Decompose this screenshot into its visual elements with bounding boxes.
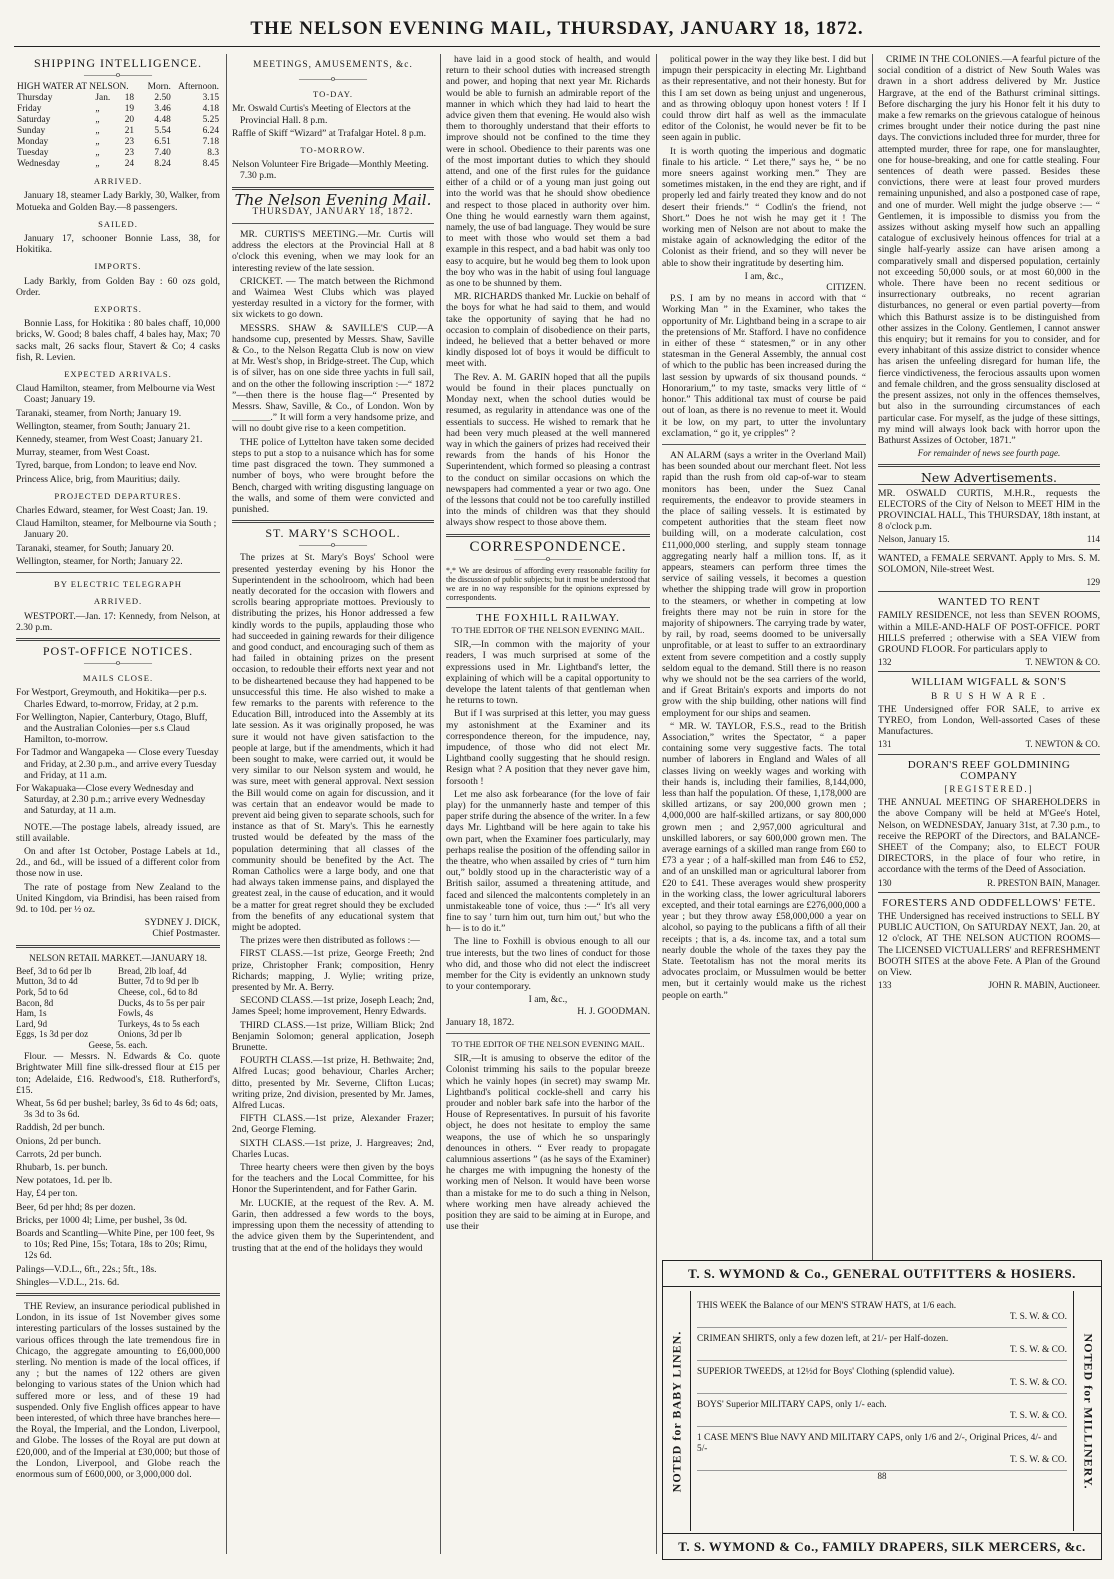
- wymond-item: [697, 1394, 1067, 1427]
- market-item: Mutton, 3d to 4d: [16, 976, 78, 987]
- masthead: THE NELSON EVENING MAIL, THURSDAY, JANUARY 18, 1872.: [250, 18, 864, 39]
- market-line: Rhubarb, 1s. per bunch.: [16, 1161, 108, 1173]
- review-article: THE Review, an insurance periodical published in London, in its issue of 1st November gives some interesting particulars of the losses sustained by the various offices through the late tremendous fire in Chicago, the aggregate amounting to £6,000,000 sterling. No mention is made of the local offices, if any ; but the names of 122 others are given belonging to various states of the Union which had suffered more or less, and of these 19 had suspended. Only five English offices appear to have been interested, of which three have branches here—the Royal, the Imperial, and the London, Liverpool, and Globe. The losses of the Royal are put down at £20,000, and of the Imperial at £30,000; but those of the London, Liverpool, and Globe reach the enormous sum of £600,000, or 3,000,000 dol.: [16, 1301, 220, 1481]
- imports-text: Lady Barkly, from Golden Bay : 60 ozs gold, Order.: [16, 275, 220, 298]
- market-line: Bricks, per 1000 4l; Lime, per bushel, 3s 0d.: [16, 1214, 188, 1226]
- citizen-signature: CITIZEN.: [826, 282, 866, 294]
- ad-footer-left: Nelson, January 15.: [878, 534, 950, 545]
- tide-cell: „: [95, 104, 100, 115]
- divider: [446, 1033, 650, 1034]
- tomorrow-item: Nelson Volunteer Fire Brigade—Monthly Meeting. 7.30 p.m.: [232, 159, 429, 182]
- tide-cell: Thursday: [17, 93, 53, 104]
- news-paragraph: MESSRS. SHAW & SAVILLE'S CUP.—A handsome cup, presented by Messrs. Shaw, Saville & Co., to the Nelson Regatta Club is now on view at Mr. West's shop, in Bridge-street. The Cup, which is of silver, has on one side three yachts in full sail, and on the other the following inscription :—“ 1872 ”—then there is the house flag—“ Presented by Messrs. Shaw, Saville, & Co., of London. Won by ________.” It will form a very handsome prize, and will no doubt give rise to a keen competition.: [232, 322, 434, 435]
- ad-text: THE Undersigned has received instructions to SELL BY PUBLIC AUCTION, On SATURDAY NEXT, Jan. 20, at 12 o'clock, AT THE NELSON AUCTION ROOMS— The LICENSED VICTUALLERS' and REFRESHMENT BOOTH SITES at the above Fete. A Plan of the Ground on View.: [878, 911, 1100, 979]
- divider: [16, 638, 220, 641]
- tide-cell: 24: [124, 159, 135, 170]
- imports-heading: IMPORTS.: [94, 261, 142, 272]
- school-paragraph: SIXTH CLASS.—1st prize, J. Hargreaves; 2nd, Charles Lucas.: [232, 1137, 434, 1160]
- article-paragraph: AN ALARM (says a writer in the Overland Mail) has been sounded about our merchant fleet. Not less rapid than the rush from old cap-of-war to steam monitors has been, under the Suez Canal requirements, the endeavor to provide steamers in the place of sailing vessels. It is estimated by competent authorities that the steam fleet now building will, on a moderate calculation, cost £11,000,000 sterling, and supply steam tonnage aggregating nearly half a million tons. If, as it appears, steamers can perform three times the service of sailing vessels, it becomes a question whether the shipping trade will grow in proportion to the steamers, or whether in competing at low freights there may not be ruin in store for the majority of shipowners. The carrying trade by water, by rail, by road, seems doomed to be universally unprofitable, or at least to suffer to an extraordinary extent from severe competition and a costly supply seldom equal to the demand. Still there is no reason why we should not be the sea carriers of the world, and if Great Britain's exports and imports do not grow with the ship building, other nations will find employment for our ships and seamen.: [662, 449, 866, 719]
- post-note: On and after 1st October, Postage Labels at 1d., 2d., and 6d., will be issued of a different color from those now in use.: [16, 845, 220, 880]
- tide-cell: „: [95, 137, 100, 148]
- divider: [16, 945, 220, 948]
- school-title: ST. MARY'S SCHOOL.: [265, 526, 401, 541]
- school-paragraph: have laid in a good stock of health, and would return to their school duties with increased strength and power, and hoping that next year Mr. Richards would be able to furnish an admirable report of the manner in which which they had laid to heart the advice given them that evening. He would also wish them to thoroughly understand that their efforts to improve should not be confined to the time they were in school. Obedience to their parents was one of the most important duties to which they should attend, and one of the first rules for the guidance either of a child or of a young man just going out into the world was that he should show obedience and respect to those placed in authority over him. One thing he would earnestly warn them against, namely, the use of bad language. They would be sure to meet with those who would set them a bad example in this respect, and a bad habit was only too easy to acquire, but he would beg them to look upon the boy who was in the habit of using foul language as one to be shunned by them.: [446, 54, 650, 290]
- tide-cell: Friday: [17, 104, 42, 115]
- post-signature: SYDNEY J. DICK,: [144, 917, 220, 929]
- tide-cell: „: [95, 126, 100, 137]
- tide-cell: 5.54: [154, 126, 171, 137]
- tide-header-morn: Morn.: [147, 82, 171, 93]
- tomorrow-heading: TO-MORROW.: [300, 145, 366, 156]
- ad-footer-left: 130: [878, 877, 892, 888]
- wymond-left-text: NOTED for BABY LINEN.: [669, 1330, 683, 1492]
- wymond-item-firm: T. S. W. & CO.: [1009, 1455, 1067, 1465]
- tide-row: [16, 159, 220, 170]
- ornament: ————o————: [299, 540, 367, 550]
- wymond-item-firm: T. S. W. & CO.: [1009, 1378, 1067, 1388]
- expected-arrival: Taranaki, steamer, from North; January 19.: [16, 407, 182, 419]
- wymond-bottom-banner: T. S. WYMOND & Co., FAMILY DRAPERS, SILK MERCERS, &c.: [663, 1533, 1101, 1559]
- wymond-item-text: 1 CASE MEN'S Blue NAVY AND MILITARY CAPS, only 1/6 and 2/-, Original Prices, 4/- and 5/-: [697, 1433, 1057, 1454]
- news-paragraph: MR. CURTIS'S MEETING.—Mr. Curtis will address the electors at the Provincial Hall at 8 o'clock this evening, when we may look for an interesting review of the late session.: [232, 229, 434, 274]
- wymond-item-firm: T. S. W. & CO.: [1009, 1312, 1067, 1322]
- tide-cell: 3.15: [202, 93, 219, 104]
- expected-arrival: Tyred, barque, from London; to leave end Nov.: [16, 460, 197, 472]
- wymond-item-firm: T. S. W. & CO.: [1009, 1411, 1067, 1421]
- projected-departure: Taranaki, steamer, for South; January 20.: [16, 542, 174, 554]
- tide-cell: 8.3: [207, 148, 219, 159]
- ad-text: THE ANNUAL MEETING OF SHAREHOLDERS in the above Company will be held at M'Gee's Hotel, Nelson, on WEDNESDAY, January 31st, at 7.30 p.m., to receive the REPORT of the Directors, and BALANCE-SHEET of the Company; also, to ELECT FOUR DIRECTORS, in the place of four who retire, in accordance with the terms of the Deed of Association.: [878, 797, 1100, 876]
- letter-paragraph: Let me also ask forbearance (for the love of fair play) for the unmannerly haste and temper of this paper strife during the absence of the writer. In a few days Mr. Lightband will be here again to take his own part, when the Examiner foes particularly, may perhaps realise the position of the offending sailor in the theatre, who when assailed by cries of “ turn him out,” boldly stood up in the characteristic way of a British sailor, assumed a threatening attitude, and faced and silenced the malcontents completely in an unmistakeable tone of voice, thus :—“ It's all very fine to say ' turn him out, turn him out,' but who the h— is to do it.”: [446, 788, 650, 935]
- wymond-item-text: CRIMEAN SHIRTS, only a few dozen left, at 21/- per Half-dozen.: [697, 1334, 949, 1344]
- today-heading: TO-DAY.: [312, 89, 354, 100]
- wymond-advertisement: [662, 1260, 1102, 1560]
- paper-title: The Nelson Evening Mail.: [234, 190, 432, 209]
- advertisement: [878, 754, 1100, 892]
- ad-heading: WILLIAM WIGFALL & SON'S: [911, 676, 1067, 689]
- tide-cell: 5.25: [202, 115, 219, 126]
- tide-cell: Wednesday: [17, 159, 60, 170]
- foxhill-signature: H. J. GOODMAN.: [577, 1005, 650, 1017]
- telegraph-arrived-heading: ARRIVED.: [93, 596, 143, 607]
- market-geese: Geese, 5s. each.: [88, 1039, 148, 1050]
- tide-cell: 4.48: [154, 115, 171, 126]
- sailed-text: January 17, schooner Bonnie Lass, 38, for Hokitika.: [16, 233, 220, 256]
- tide-cell: 23: [124, 137, 135, 148]
- school-paragraph: Mr. LUCKIE, at the request of the Rev. A. M. Garin, then addressed a few words to the boys, impressing upon them the necessity of attending to the advice given them by the Superintendent, and trusting that at the end of the holidays they would: [232, 1197, 434, 1254]
- second-letter-addressee: TO THE EDITOR OF THE NELSON EVENING MAIL.: [451, 1040, 645, 1050]
- school-article-continued: [446, 54, 650, 529]
- ad-footer: [878, 534, 1100, 545]
- exports-heading: EXPORTS.: [94, 304, 142, 315]
- wymond-item-firm: T. S. W. & CO.: [1009, 1345, 1067, 1355]
- tide-cell: 20: [124, 115, 135, 126]
- tide-cell: 7.40: [154, 148, 171, 159]
- ad-footer-left: 131: [878, 739, 892, 750]
- advertisement: [878, 591, 1100, 671]
- market-item: Lard, 9d: [16, 1018, 48, 1029]
- mails-heading: MAILS CLOSE.: [82, 673, 154, 684]
- projected-departure: Charles Edward, steamer, for West Coast; Jan. 19.: [16, 505, 208, 517]
- tide-cell: Sunday: [17, 126, 46, 137]
- remainder-note: For remainder of news see fourth page.: [917, 448, 1061, 459]
- school-paragraph: The prizes at St. Mary's Boys' School were presented yesterday evening by his Honor the Superintendent in the schoolroom, which had been neatly decorated for the occasion with flowers and scrolls bearing appropriate mottoes. Previously to distributing the prizes, his Honor addressed a few kindly words to the pupils, applauding those who had succeeded in gaining rewards for their diligence and good conduct, and encouraging such of them as had failed in obtaining prizes on the present occasion, to redouble their efforts next year and not to be disheartened because they had happened to be unsuccessful this time. He also wished to make a few remarks to the parents with reference to the Education Bill, introduced into the Assembly at its late session. As it was originally proposed, he was sure it would not have given satisfaction to the people at large, but if the amendments, which it had been sought to make, were carried out, it would be very similar to our Nelson system and would, he was sure, meet with general approval. Next session the Bill would come on again for discussion, and it was certain that an endeavor would be made to prevent aid being given to separate schools, such for instance as that of St. Mary's. This he earnestly trusted would be defeated by the mass of the population determining that all classes of the community should be benefited by the Act. The Roman Catholics were a large body, and one that had always taken immense pains, and displayed the greatest zeal, in the cause of education, and it would be a matter for great regret should they be excluded from the benefits of any educational system that might be adopted.: [232, 552, 434, 934]
- sailed-heading: SAILED.: [98, 218, 138, 229]
- ad-footer-right: 129: [1086, 576, 1100, 587]
- market-line: Boards and Scantling—White Pine, per 100 feet, 9s to 10s; Red Pine, 15s; Totara, 18s to 20s; Rimu, 12s 6d.: [16, 1227, 215, 1262]
- tide-row: [16, 93, 220, 104]
- ad-heading: DORAN'S REEF GOLDMINING COMPANY: [907, 758, 1071, 782]
- divider: [232, 223, 434, 224]
- wymond-right-text: NOTED for MILLINERY.: [1081, 1333, 1095, 1489]
- telegraph-heading: BY ELECTRIC TELEGRAPH: [54, 579, 182, 590]
- foxhill-date: January 18, 1872.: [446, 1016, 515, 1028]
- market-left: [16, 966, 118, 1040]
- letter-paragraph: But if I was surprised at this letter, you may guess my astonishment at the Examiner and its correspondence thereon, for the impudence, nay, impudence, of those who did not elect Mr. Lightband coolly suggesting that he should resign. Resign what ? A position that they never gave him, forsooth !: [446, 708, 650, 787]
- market-line: Raddish, 2d per bunch.: [16, 1122, 105, 1134]
- market-item: Butter, 7d to 9d per lb: [118, 976, 199, 987]
- wymond-item-text: SUPERIOR TWEEDS, at 12½d for Boys' Clothing (splendid value).: [697, 1367, 955, 1377]
- ad-footer: [878, 739, 1100, 750]
- wymond-right-side: [1073, 1291, 1101, 1531]
- divider: [232, 520, 434, 523]
- citizen-letter: [662, 54, 866, 269]
- tide-cell: 6.51: [154, 137, 171, 148]
- tide-cell: 18: [124, 93, 135, 104]
- expected-heading: EXPECTED ARRIVALS.: [64, 369, 172, 380]
- school-paragraph: FIRST CLASS.—1st prize, George Freeth; 2nd prize, Christopher Frank; composition, Henry Richards; mapping, J. Wylie; writing prize, presented by Mr. A. Berry.: [232, 948, 434, 994]
- advertisements: [878, 484, 1100, 995]
- tide-header-afternoon: Afternoon.: [178, 82, 219, 93]
- divider: [16, 572, 220, 573]
- tide-cell: 21: [124, 126, 135, 137]
- new-advertisements-title: New Advertisements.: [920, 470, 1058, 486]
- ad-text: MR. OSWALD CURTIS, M.H.R., requests the ELECTORS of the City of Nelson to MEET HIM in the PROVINCIAL HALL, This THURSDAY, 18th instant, at 8 o'clock p.m.: [878, 487, 1100, 533]
- post-title: POST-OFFICE NOTICES.: [42, 643, 194, 658]
- foxhill-letter: [446, 639, 650, 992]
- market-item: Fowls, 4s: [118, 1008, 154, 1019]
- wymond-item: [697, 1295, 1067, 1328]
- crime-article: CRIME IN THE COLONIES.—A fearful picture of the social condition of a district of New South Wales was drawn in a short address delivered by Mr. Justice Hargrave, at the end of the Bathurst criminal sittings. Before discharging the jury his Honor felt it his duty to make a few remarks on the grievous catalogue of heinous crimes brought under their notice during the past nine days. The convictions included three for murder, three for attempted murder, three for rape, one for manslaughter, one for house-breaking, and one for cattle stealing. Four sentences of death were passed. Besides these convictions, there were at least four proved murders remaining unpunished, and also a postponed case of rape, and one of murder. Well might the judge observe :— “ Gentlemen, it is impossible to dismiss you from the assizes without asking myself how such an appalling catalogue of exclusively heinous offences for trial at a single half-yearly assize can have arisen among a comparatively small and dispersed population, certainly not exceeding 50,000 souls, or at most 60,000 in the whole. There have been no recent seditious or insurrectionary outbreaks, no recent agrarian disturbances, no general or even partial poverty—from which this Bathurst assize is to be distinguished from other assizes in the Colony. Gentlemen, I cannot answer this enquiry; but it remains for you to consider, and for every inhabitant of this assize district to consider whence has arisen the unfeeling disregard for human life, the fierce vindictiveness, the ferocious assaults upon women and female children, and the gross sensuality disclosed at the present assizes, not only in the offences themselves, but also in the surrounding circumstances of each particular case. For myself, as the judge of these sittings, my mind will always look back with horror upon the Bathurst Assizes of October, 1871.”: [878, 54, 1100, 446]
- tide-row: [16, 148, 220, 159]
- advertisement: [878, 549, 1100, 592]
- divider: [878, 464, 1100, 467]
- wymond-left-side: [663, 1291, 691, 1531]
- post-signature-title: Chief Postmaster.: [152, 928, 220, 940]
- post-note: The rate of postage from New Zealand to the United Kingdom, via Brindisi, has been raised from 9d. to 10d. per ½ oz.: [16, 881, 220, 915]
- ornament: ————o————: [84, 70, 152, 80]
- school-article: [232, 552, 434, 1253]
- divider: [16, 1293, 220, 1296]
- market-item: Ham, 1s: [16, 1008, 47, 1019]
- tide-row: [16, 137, 220, 148]
- market-line: Beer, 6d per hhd; 8s per dozen.: [16, 1201, 136, 1213]
- wymond-item: [697, 1328, 1067, 1361]
- market-right: [118, 966, 220, 1040]
- tide-cell: 8.45: [202, 159, 219, 170]
- divider: [446, 534, 650, 537]
- ad-footer-right: T. NEWTON & CO.: [1025, 657, 1100, 668]
- tide-cell: „: [95, 159, 100, 170]
- column-rule: [226, 54, 227, 1554]
- market-line: Hay, £4 per ton.: [16, 1188, 78, 1200]
- tide-cell: 2.50: [154, 93, 171, 104]
- tide-cell: 3.46: [154, 104, 171, 115]
- tide-cell: Saturday: [17, 115, 51, 126]
- market-item: Turkeys, 4s to 5s each: [118, 1018, 200, 1029]
- wymond-item: [697, 1427, 1067, 1471]
- local-news: [232, 229, 434, 515]
- foxhill-title: THE FOXHILL RAILWAY.: [476, 611, 620, 624]
- mail-close-item: For Tadmor and Wangapeka — Close every Tuesday and Friday, at 2.30 p.m., and arrive every Tuesday and Friday, at 11 a.m.: [16, 747, 219, 781]
- ad-text: FAMILY RESIDENCE, not less than SEVEN ROOMS, within a MILE-AND-HALF OF POST-OFFICE. PORT HILLS preferred ; otherwise with a SEA VIEW from GROUND FLOOR. For particulars apply to: [878, 610, 1100, 655]
- ad-footer: [878, 577, 1100, 588]
- letter-paragraph: SIR,—In common with the majority of your readers, I was much surprised at some of the expressions used in Mr. Lightband's letter, the explaining of which will be a capital opportunity to develope the latent talents of that gentleman when he returns to town.: [446, 639, 650, 707]
- tide-row: [16, 126, 220, 137]
- citizen-postscript: P.S. I am by no means in accord with that “ Working Man ” in the Examiner, who takes the opportunity of Mr. Lightband being in a scrape to air the pretensions of Mr. Stafford. I have no confidence in either of these “ statesmen,” or in any other statesman in the General Assembly, the annual cost of which to the public has been increased during the last session by upwards of six thousand pounds. “ Honorarium,” to my taste, smacks very little of “ honor.” This additional tax must of course be paid out of loan, as there is no revenue to meet it. Would it be low, on my part, to utter the involuntary exclamation, “ go it, ye cripples” ?: [662, 293, 866, 439]
- letter-paragraph: The line to Foxhill is obvious enough to all our true interests, but the two lines of conduct for those who did, and those who did not elect the indiscreet member for the City is evidently an unknown study to your contemporary.: [446, 936, 650, 993]
- post-note: NOTE.—The postage labels, already issued, are still available.: [16, 821, 220, 844]
- column-2: [232, 54, 434, 1554]
- wymond-item: [697, 1361, 1067, 1394]
- news-paragraph: CRICKET. — The match between the Richmond and Waimea West Clubs which was played yesterday resulted in a victory for the former, with six wickets to go down.: [232, 275, 434, 321]
- tomorrow-list: [232, 159, 434, 181]
- telegraph-text: WESTPORT.—Jan. 17: Kennedy, from Nelson, at 2.30 p.m.: [16, 610, 220, 633]
- correspondence-note: *,* We are desirous of affording every reasonable facility for the discussion of public subjects; but it must be understood that we are in no way responsible for the opinions expressed by correspondents.: [446, 565, 650, 602]
- column-rule: [440, 54, 441, 1554]
- expected-list: [16, 383, 220, 485]
- school-paragraph: SECOND CLASS.—1st prize, Joseph Leach; 2nd, James Speel; home improvement, Henry Edwards.: [232, 995, 434, 1018]
- ad-footer-right: T. NEWTON & CO.: [1025, 739, 1100, 750]
- tide-cell: 6.24: [202, 126, 219, 137]
- correspondence-title: CORRESPONDENCE.: [469, 538, 627, 555]
- ad-footer-right: 114: [1086, 534, 1100, 545]
- market-line: Palings—V.D.L., 6ft., 22s.; 5ft., 18s.: [16, 1263, 157, 1275]
- school-paragraph: The Rev. A. M. GARIN hoped that all the pupils would be found in their places punctually on Monday next, when the school duties would be resumed, as regularity in attendance was one of the essentials to success. He wished to remark that he had been very much pleased at the well mannered way in which the gainers of prizes had received their rewards from the hands of his Honor the Superintendent, which formed so pleasing a contrast to the conduct on similar occasions on which the newspapers had commented a year or two ago. One of the lessons that could not be too carefully instilled into the minds of children was that they should always show respect to those above them.: [446, 371, 650, 529]
- market-item: Cheese, col., 6d to 8d: [118, 986, 198, 997]
- projected-heading: PROJECTED DEPARTURES.: [54, 490, 182, 501]
- ornament: ————o————: [514, 553, 582, 563]
- tide-cell: Jan.: [95, 93, 111, 104]
- market-item: Beef, 3d to 6d per lb: [16, 965, 92, 976]
- tide-row: [16, 104, 220, 115]
- ad-footer: [878, 980, 1100, 991]
- column-rule: [656, 54, 657, 1554]
- letter-paragraph: political power in the way they like best. I did but impugn their perspicacity in electing Mr. Lightband as their representative, and not their honesty. But for this I am set down as being unjust and ungenerous, and as throwing obloquy upon honest voters ! If I could throw dirt half as well as the immaculate editor of the Colonist, he would never be fit to be seen again in public.: [662, 54, 866, 144]
- exports-text: Bonnie Lass, for Hokitika : 80 bales chaff, 10,000 bricks, W. Good; 8 bales chaff, 4 bales hay, Max; 70 sacks malt, 26 sacks flour, Stavert & Co; 4 casks fish, R. Levien.: [16, 318, 220, 363]
- arrived-text: January 18, steamer Lady Barkly, 30, Walker, from Motueka and Golden Bay.—8 passengers.: [16, 190, 220, 213]
- wymond-top-banner: T. S. WYMOND & Co., GENERAL OUTFITTERS & HOSIERS.: [663, 1261, 1101, 1287]
- tide-cell: 19: [124, 104, 135, 115]
- column-1: [16, 54, 220, 1554]
- ad-footer-left: 133: [878, 980, 892, 991]
- wymond-number: 88: [877, 1471, 887, 1481]
- wymond-items: [697, 1295, 1067, 1529]
- school-paragraph: THIRD CLASS.—1st prize, William Blick; 2nd Benjamin Solomon; general application, Joseph Brunette.: [232, 1019, 434, 1054]
- market-item: Bread, 2lb loaf, 4d: [118, 965, 187, 976]
- ad-subheading: [REGISTERED.]: [944, 783, 1034, 794]
- ad-footer-right: JOHN R. MABIN, Auctioneer.: [988, 980, 1100, 991]
- advertisement: [878, 892, 1100, 995]
- ad-footer-left: 132: [878, 657, 892, 668]
- ad-footer-right: R. PRESTON BAIN, Manager.: [987, 877, 1100, 888]
- tide-table: [16, 82, 220, 170]
- tide-cell: Monday: [17, 137, 49, 148]
- tide-cell: 7.18: [202, 137, 219, 148]
- projected-departure: Wellington, steamer, for North; January 22.: [16, 555, 183, 567]
- today-item: Raffle of Skiff “Wizard” at Trafalgar Hotel. 8 p.m.: [232, 127, 427, 139]
- market-table: [16, 966, 220, 1040]
- divider: [232, 187, 434, 190]
- market-line: Onions, 2d per bunch.: [16, 1135, 101, 1147]
- market-lines: [16, 1098, 220, 1288]
- expected-arrival: Wellington, steamer, from South; January 21.: [16, 420, 191, 432]
- wymond-item-text: THIS WEEK the Balance of our MEN'S STRAW HATS, at 1/6 each.: [697, 1301, 957, 1311]
- market-line: Wheat, 5s 6d per bushel; barley, 3s 6d to 4s 6d; oats, 3s 3d to 3s 6d.: [16, 1097, 218, 1121]
- market-item: Pork, 5d to 6d: [16, 986, 69, 997]
- advertisement: [878, 671, 1100, 753]
- tide-header: HIGH WATER AT NELSON.: [17, 82, 129, 93]
- market-item: Onions, 3d per lb: [118, 1029, 182, 1040]
- foxhill-close: I am, &c.,: [528, 994, 568, 1006]
- tide-row: [16, 115, 220, 126]
- ad-footer: [878, 878, 1100, 889]
- market-item: Eggs, 1s 3d per doz: [16, 1029, 89, 1040]
- citizen-close: I am, &c.,: [744, 270, 784, 282]
- shipping-title: SHIPPING INTELLIGENCE.: [34, 56, 202, 70]
- school-paragraph: MR. RICHARDS thanked Mr. Luckie on behalf of the boys for what he had said to them, and would take the opportunity of saying that he had no occasion to complain of disobedience on their parts, indeed, he believed that a better behaved or more kindly disposed lot of boys it would be difficult to meet with.: [446, 291, 650, 370]
- ad-text: THE Undersigned offer FOR SALE, to arrive ex TYREO, from London, Well-assorted Cases of these Manufactures.: [878, 703, 1100, 738]
- second-letter: SIR,—It is amusing to observe the editor of the Colonist trimming his sails to the popular breeze which he vainly hopes (in secret) may swamp Mr. Lightband's political cockle-shell and carry his prouder and nobler bark safe into the harbor of the House of Representatives. In pursuit of his favorite object, he does not hesitate to employ the same weapons, the use of which he so unsparingly denounces in others. “ Ever ready to propagate calumnious assertions ” (as he says of the Examiner) he charges me with impugning the honesty of the working men of Nelson. It would have been worse than a mistake for me to do such a thing in Nelson, where working men have already achieved the position they are said to be aiming at in Europe, and use their: [446, 1053, 650, 1233]
- market-flour: Flour. — Messrs. N. Edwards & Co. quote Brightwater Mill fine silk-dressed flour at £15 per ton; Adelaide, £16. Redwood's, £18. Rutherford's, £15.: [16, 1051, 220, 1096]
- ad-heading: FORESTERS AND ODDFELLOWS' FETE.: [882, 896, 1096, 909]
- mail-close-item: For Wakapuaka—Close every Wednesday and Saturday, at 2.30 p.m.; arrive every Wednesday and Saturday, at 11 a.m.: [16, 782, 206, 817]
- ad-heading: WANTED TO RENT: [938, 596, 1040, 609]
- divider: [662, 444, 866, 445]
- masthead-rule: [14, 46, 1100, 47]
- wymond-item-text: BOYS' Superior MILITARY CAPS, only 1/- each.: [697, 1400, 887, 1410]
- school-paragraph: Three hearty cheers were then given by the boys for the teachers and the Local Committee, for his Honor the Superintendent, and for Father Garin.: [232, 1162, 434, 1196]
- today-item: Mr. Oswald Curtis's Meeting of Electors at the Provincial Hall. 8 p.m.: [232, 103, 411, 126]
- school-paragraph: FOURTH CLASS.—1st prize, H. Bethwaite; 2nd, Alfred Lucas; good behaviour, Charles Archer; ditto, presented by Mr. Severne, Clifton Lucas; writing prize, 2nd division, presented by Mr. James, Alfred Lucas.: [232, 1055, 434, 1112]
- foxhill-addressee: TO THE EDITOR OF THE NELSON EVENING MAIL.: [451, 625, 645, 635]
- market-item: Ducks, 4s to 5s per pair: [118, 997, 205, 1008]
- expected-arrival: Claud Hamilton, steamer, from Melbourne via West Coast; January 19.: [16, 383, 216, 406]
- market-line: New potatoes, 1d. per lb.: [16, 1175, 113, 1187]
- school-paragraph: FIFTH CLASS.—1st prize, Alexander Frazer; 2nd, George Fleming.: [232, 1113, 434, 1136]
- expected-arrival: Murray, steamer, from West Coast.: [16, 447, 150, 459]
- market-line: Carrots, 2d per bunch.: [16, 1148, 102, 1160]
- article-paragraph: “ MR. W. TAYLOR, F.S.S., read to the British Association,” writes the Spectator, “ a paper containing some very suggestive facts. The total number of laborers in England and Wales of all classes living on weekly wages and working with their hands is, including their families, 8,144,000, less than half the population. Of these, 1,178,000 are skilled artizans, or say 200,000 grown men ; 4,000,000 are half-skilled artizans, or say 800,000 grown men ; and 2,957,000 agricultural and unskilled laborers, or say 600,000 grown men. The average earnings of a skilled man range from £60 to £73 a year ; of a half-skilled man from £46 to £52, and of an unskilled man or agricultural laborer from £20 to £41. These averages would shew prosperity in the working class, the lower agricultural laborers excepted, and their total earnings are £276,000,000 a year ; but they throw away £58,000,000 a year on alcohol, so paying to the publicans a fifth of all their receipts ; that is, a 4s. income tax, and a total sum nearly double the whole of the taxes they pay the State. Teetotalism has not the moral merits its advocates proclaim, or Mussulmen would be better men, but it certainly would make us the richest people on earth.”: [662, 720, 866, 1001]
- ad-text: WANTED, a FEMALE SERVANT. Apply to Mrs. S. M. SOLOMON, Nile-street West.: [878, 552, 1100, 575]
- mail-close-item: For Wellington, Napier, Canterbury, Otago, Bluff, and the Australian Colonies—per s.s Claud Hamilton, to-morrow.: [16, 711, 208, 746]
- ad-footer: [878, 657, 1100, 668]
- column-3: [446, 54, 650, 1554]
- news-paragraph: THE police of Lyttelton have taken some decided steps to put a stop to a nuisance which has for some time past disgraced the town. They summoned a number of boys, who were brought before the Bench, charged with writing disgusting language on the walls, and some of them were convicted and punished.: [232, 436, 434, 515]
- mail-close-item: For Westport, Greymouth, and Hokitika—per p.s. Charles Edward, to-morrow, Friday, at 2 p.m.: [16, 687, 207, 710]
- post-list: [16, 687, 220, 816]
- tide-cell: Tuesday: [17, 148, 49, 159]
- expected-arrival: Kennedy, steamer, from West Coast; January 21.: [16, 434, 203, 446]
- arrived-heading: ARRIVED.: [93, 176, 143, 187]
- expected-arrival: Princess Alice, brig, from Mauritius; daily.: [16, 473, 181, 485]
- tide-cell: „: [95, 115, 100, 126]
- tide-cell: 4.18: [202, 104, 219, 115]
- letter-paragraph: It is worth quoting the imperious and dogmatic finale to his article. “ Let there,” says he, “ be no more sneers against working men.” They are sometimes mistaken, in the end they are right, and if properly led and fairly treated they know and do not desert their friends.” “ Codlin's the friend, not Short.” Does he not wish he may get it ! The working men of Nelson are not about to make the mistake again of acknowledging the editor of the Colonist as their friend, and so they will never be able to show their ingratitude by deserting him.: [662, 145, 866, 269]
- school-paragraph: The prizes were then distributed as follows :—: [240, 935, 420, 947]
- market-item: Bacon, 8d: [16, 997, 54, 1008]
- market-title: NELSON RETAIL MARKET.—JANUARY 18.: [29, 952, 207, 963]
- ornament: ————o————: [299, 74, 367, 84]
- meetings-title: MEETINGS, AMUSEMENTS, &c.: [253, 60, 413, 70]
- paper-date: THURSDAY, JANUARY 18, 1872.: [252, 206, 414, 217]
- projected-departure: Claud Hamilton, steamer, for Melbourne via South ; January 20.: [16, 518, 217, 541]
- tide-cell: 23: [124, 148, 135, 159]
- projected-list: [16, 505, 220, 567]
- tide-header-row: [16, 82, 220, 93]
- tide-cell: „: [95, 148, 100, 159]
- tide-cell: 8.24: [154, 159, 171, 170]
- advertisement: [878, 484, 1100, 549]
- divider: [446, 607, 650, 608]
- ad-subheading: B R U S H W A R E .: [931, 690, 1047, 701]
- today-list: [232, 103, 434, 139]
- ornament: ————o————: [84, 658, 152, 668]
- market-line: Shingles—V.D.L., 21s. 6d.: [16, 1276, 120, 1288]
- alarm-article: [662, 450, 866, 1001]
